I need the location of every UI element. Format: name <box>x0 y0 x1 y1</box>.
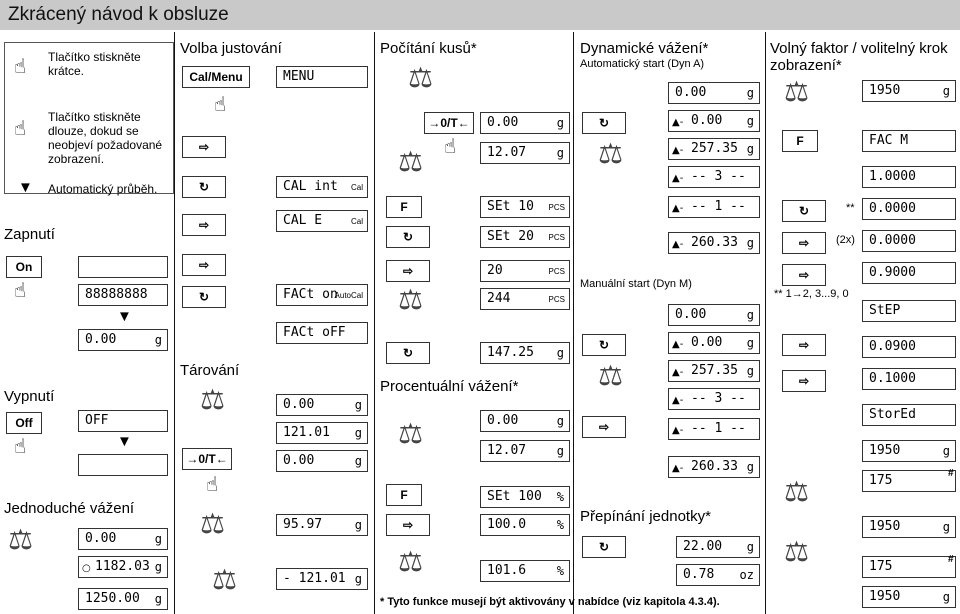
display <box>78 454 168 476</box>
f-key[interactable]: F <box>386 196 422 218</box>
display: 121.01 g <box>276 422 368 444</box>
display: 1950 g <box>862 586 956 608</box>
enter-key[interactable]: ⇨ <box>182 214 226 236</box>
display: ▲‐ 0.00 g <box>668 332 760 354</box>
display: 1.0000 <box>862 166 956 188</box>
factor-sequence-note: ** 1→2, 3...9, 0 <box>774 288 849 300</box>
unit-switch-heading: Přepínání jednotky* <box>580 508 711 525</box>
dynamic-auto-subheading: Automatický start (Dyn A) <box>580 58 705 70</box>
scale-icon: ⚖ <box>598 359 624 392</box>
scale-icon: ⚖ <box>598 137 624 170</box>
toggle-key[interactable]: ↻ <box>386 342 430 364</box>
toggle-key[interactable]: ↻ <box>386 226 430 248</box>
scale-icon: ⚖ <box>398 283 424 316</box>
dynamic-manual-subheading: Manuální start (Dyn M) <box>580 278 692 290</box>
display: 88888888 <box>78 284 168 306</box>
scale-icon: ⚖ <box>398 545 424 578</box>
simple-weighing-heading: Jednoduché vážení <box>4 500 135 517</box>
footnote: * Tyto funkce musejí být aktivovány v nabídce (viz kapitola 4.3.4). <box>380 596 720 608</box>
toggle-key[interactable]: ↻ <box>182 176 226 198</box>
display: 1950 g <box>862 80 956 102</box>
display: 101.6 % <box>480 560 570 582</box>
scale-icon: ⚖ <box>784 475 810 508</box>
enter-key[interactable]: ⇨ <box>782 232 826 254</box>
factor-note: (2x) <box>836 234 855 246</box>
scale-icon: ⚖ <box>200 383 226 416</box>
legend-auto: Automatický průběh. <box>48 182 158 196</box>
calibration-heading: Volba justování <box>180 40 282 57</box>
toggle-key[interactable]: ↻ <box>582 334 626 356</box>
scale-icon: ⚖ <box>200 507 226 540</box>
display: 147.25 g <box>480 342 570 364</box>
display: ▲‐ 0.00 g <box>668 110 760 132</box>
scale-icon: ⚖ <box>408 61 434 94</box>
display: 244 PCS <box>480 288 570 310</box>
f-key[interactable]: F <box>386 484 422 506</box>
display: ▲‐ -- 3 -- <box>668 166 760 188</box>
display: 20 PCS <box>480 260 570 282</box>
toggle-key[interactable]: ↻ <box>782 200 826 222</box>
display: 0.00 g <box>276 394 368 416</box>
display: 1250.00 g <box>78 588 168 610</box>
display: ▲‐ 257.35 g <box>668 360 760 382</box>
long-press-hand-icon: ☝ <box>14 434 27 458</box>
power-on-heading: Zapnutí <box>4 226 55 243</box>
display: 0.00 g <box>276 450 368 472</box>
display: OFF <box>78 410 168 432</box>
page-title: Zkrácený návod k obsluze <box>0 0 960 30</box>
enter-key[interactable]: ⇨ <box>782 334 826 356</box>
display: CAL int Cal <box>276 176 368 198</box>
hash-mark: # <box>948 468 954 479</box>
legend-short-press: Tlačítko stiskněte krátce. <box>48 50 141 78</box>
arrow-down-icon: ▼ <box>18 179 33 196</box>
display: 0.00 g <box>78 528 168 550</box>
hand-icon: ☝ <box>444 134 457 158</box>
scale-icon: ⚖ <box>398 417 424 450</box>
display: 95.97 g <box>276 514 368 536</box>
display: 0.78 oz <box>676 564 760 586</box>
display: 175 <box>862 470 956 492</box>
scale-icon: ⚖ <box>212 563 238 596</box>
display: FACt on AutoCal <box>276 284 368 306</box>
enter-key[interactable]: ⇨ <box>582 416 626 438</box>
tare-key[interactable]: →0/T← <box>182 448 232 470</box>
arrow-down-icon: ▼ <box>117 433 132 450</box>
display: StorEd <box>862 404 956 426</box>
display: 12.07 g <box>480 440 570 462</box>
scale-icon: ⚖ <box>784 535 810 568</box>
display: 0.00 g <box>480 112 570 134</box>
display: - 121.01 g <box>276 568 368 590</box>
long-press-hand-icon: ☝ <box>214 92 227 116</box>
percent-weighing-heading: Procentuální vážení* <box>380 378 519 395</box>
short-press-hand-icon: ☝ <box>14 54 27 78</box>
display: 1950 g <box>862 516 956 538</box>
display: SEt 20 PCS <box>480 226 570 248</box>
hand-icon: ☝ <box>14 278 27 302</box>
display: 175 <box>862 556 956 578</box>
display: 0.00 g <box>480 410 570 432</box>
dynamic-weighing-heading: Dynamické vážení* <box>580 40 709 57</box>
enter-key[interactable]: ⇨ <box>386 514 430 536</box>
long-press-hand-icon: ☝ <box>14 116 27 140</box>
column-divider <box>174 32 175 614</box>
hand-icon: ☝ <box>206 472 219 496</box>
cal-menu-key[interactable]: Cal/Menu <box>182 66 250 88</box>
on-key[interactable]: On <box>6 256 42 278</box>
legend-long-press: Tlačítko stiskněte dlouze, dokud se neobjeví požadované zobrazení. <box>48 110 163 166</box>
display: ▲‐ -- 3 -- <box>668 388 760 410</box>
display: ▲‐ -- 1 -- <box>668 418 760 440</box>
off-key[interactable]: Off <box>6 412 42 434</box>
display: 0.00 g <box>668 304 760 326</box>
display: 0.00 g <box>78 329 168 351</box>
arrow-down-icon: ▼ <box>117 308 132 325</box>
column-divider <box>374 32 375 614</box>
power-off-heading: Vypnutí <box>4 388 55 405</box>
toggle-key[interactable]: ↻ <box>182 286 226 308</box>
scale-icon: ⚖ <box>398 145 424 178</box>
display: 1950 g <box>862 440 956 462</box>
display: 0.1000 <box>862 368 956 390</box>
display: 22.00 g <box>676 536 760 558</box>
hash-mark: # <box>948 554 954 565</box>
display: ▲‐ 260.33 g <box>668 456 760 478</box>
column-divider <box>573 32 574 614</box>
display: 12.07 g <box>480 142 570 164</box>
display: MENU <box>276 66 368 88</box>
piece-counting-heading: Počítání kusů* <box>380 40 477 57</box>
display: StEP <box>862 300 956 322</box>
f-key[interactable]: F <box>782 130 818 152</box>
enter-key[interactable]: ⇨ <box>386 260 430 282</box>
display: 0.00 g <box>668 82 760 104</box>
enter-key[interactable]: ⇨ <box>782 264 826 286</box>
display: CAL E Cal <box>276 210 368 232</box>
enter-key[interactable]: ⇨ <box>182 254 226 276</box>
display: SEt 10 PCS <box>480 196 570 218</box>
enter-key[interactable]: ⇨ <box>182 136 226 158</box>
tare-key[interactable]: →0/T← <box>424 112 474 134</box>
display: 0.0900 <box>862 336 956 358</box>
display: FAC M <box>862 130 956 152</box>
display: 0.0000 <box>862 198 956 220</box>
display: ▲‐ -- 1 -- <box>668 196 760 218</box>
column-divider <box>765 32 766 614</box>
display: 100.0 % <box>480 514 570 536</box>
display <box>78 256 168 278</box>
scale-icon: ⚖ <box>8 523 34 556</box>
display: 0.9000 <box>862 262 956 284</box>
tare-heading: Tárování <box>180 362 240 379</box>
display: 0.0000 <box>862 230 956 252</box>
display: SEt 100 % <box>480 486 570 508</box>
display: ○ 1182.03 g <box>78 556 168 578</box>
scale-icon: ⚖ <box>784 75 810 108</box>
display: ▲‐ 257.35 g <box>668 138 760 160</box>
factor-note: ** <box>846 202 855 214</box>
toggle-key[interactable]: ↻ <box>582 536 626 558</box>
display: FACt oFF <box>276 322 368 344</box>
display: ▲‐ 260.33 g <box>668 232 760 254</box>
enter-key[interactable]: ⇨ <box>782 370 826 392</box>
free-factor-heading: Volný faktor / volitelný krok zobrazení* <box>770 40 948 74</box>
toggle-key[interactable]: ↻ <box>582 112 626 134</box>
